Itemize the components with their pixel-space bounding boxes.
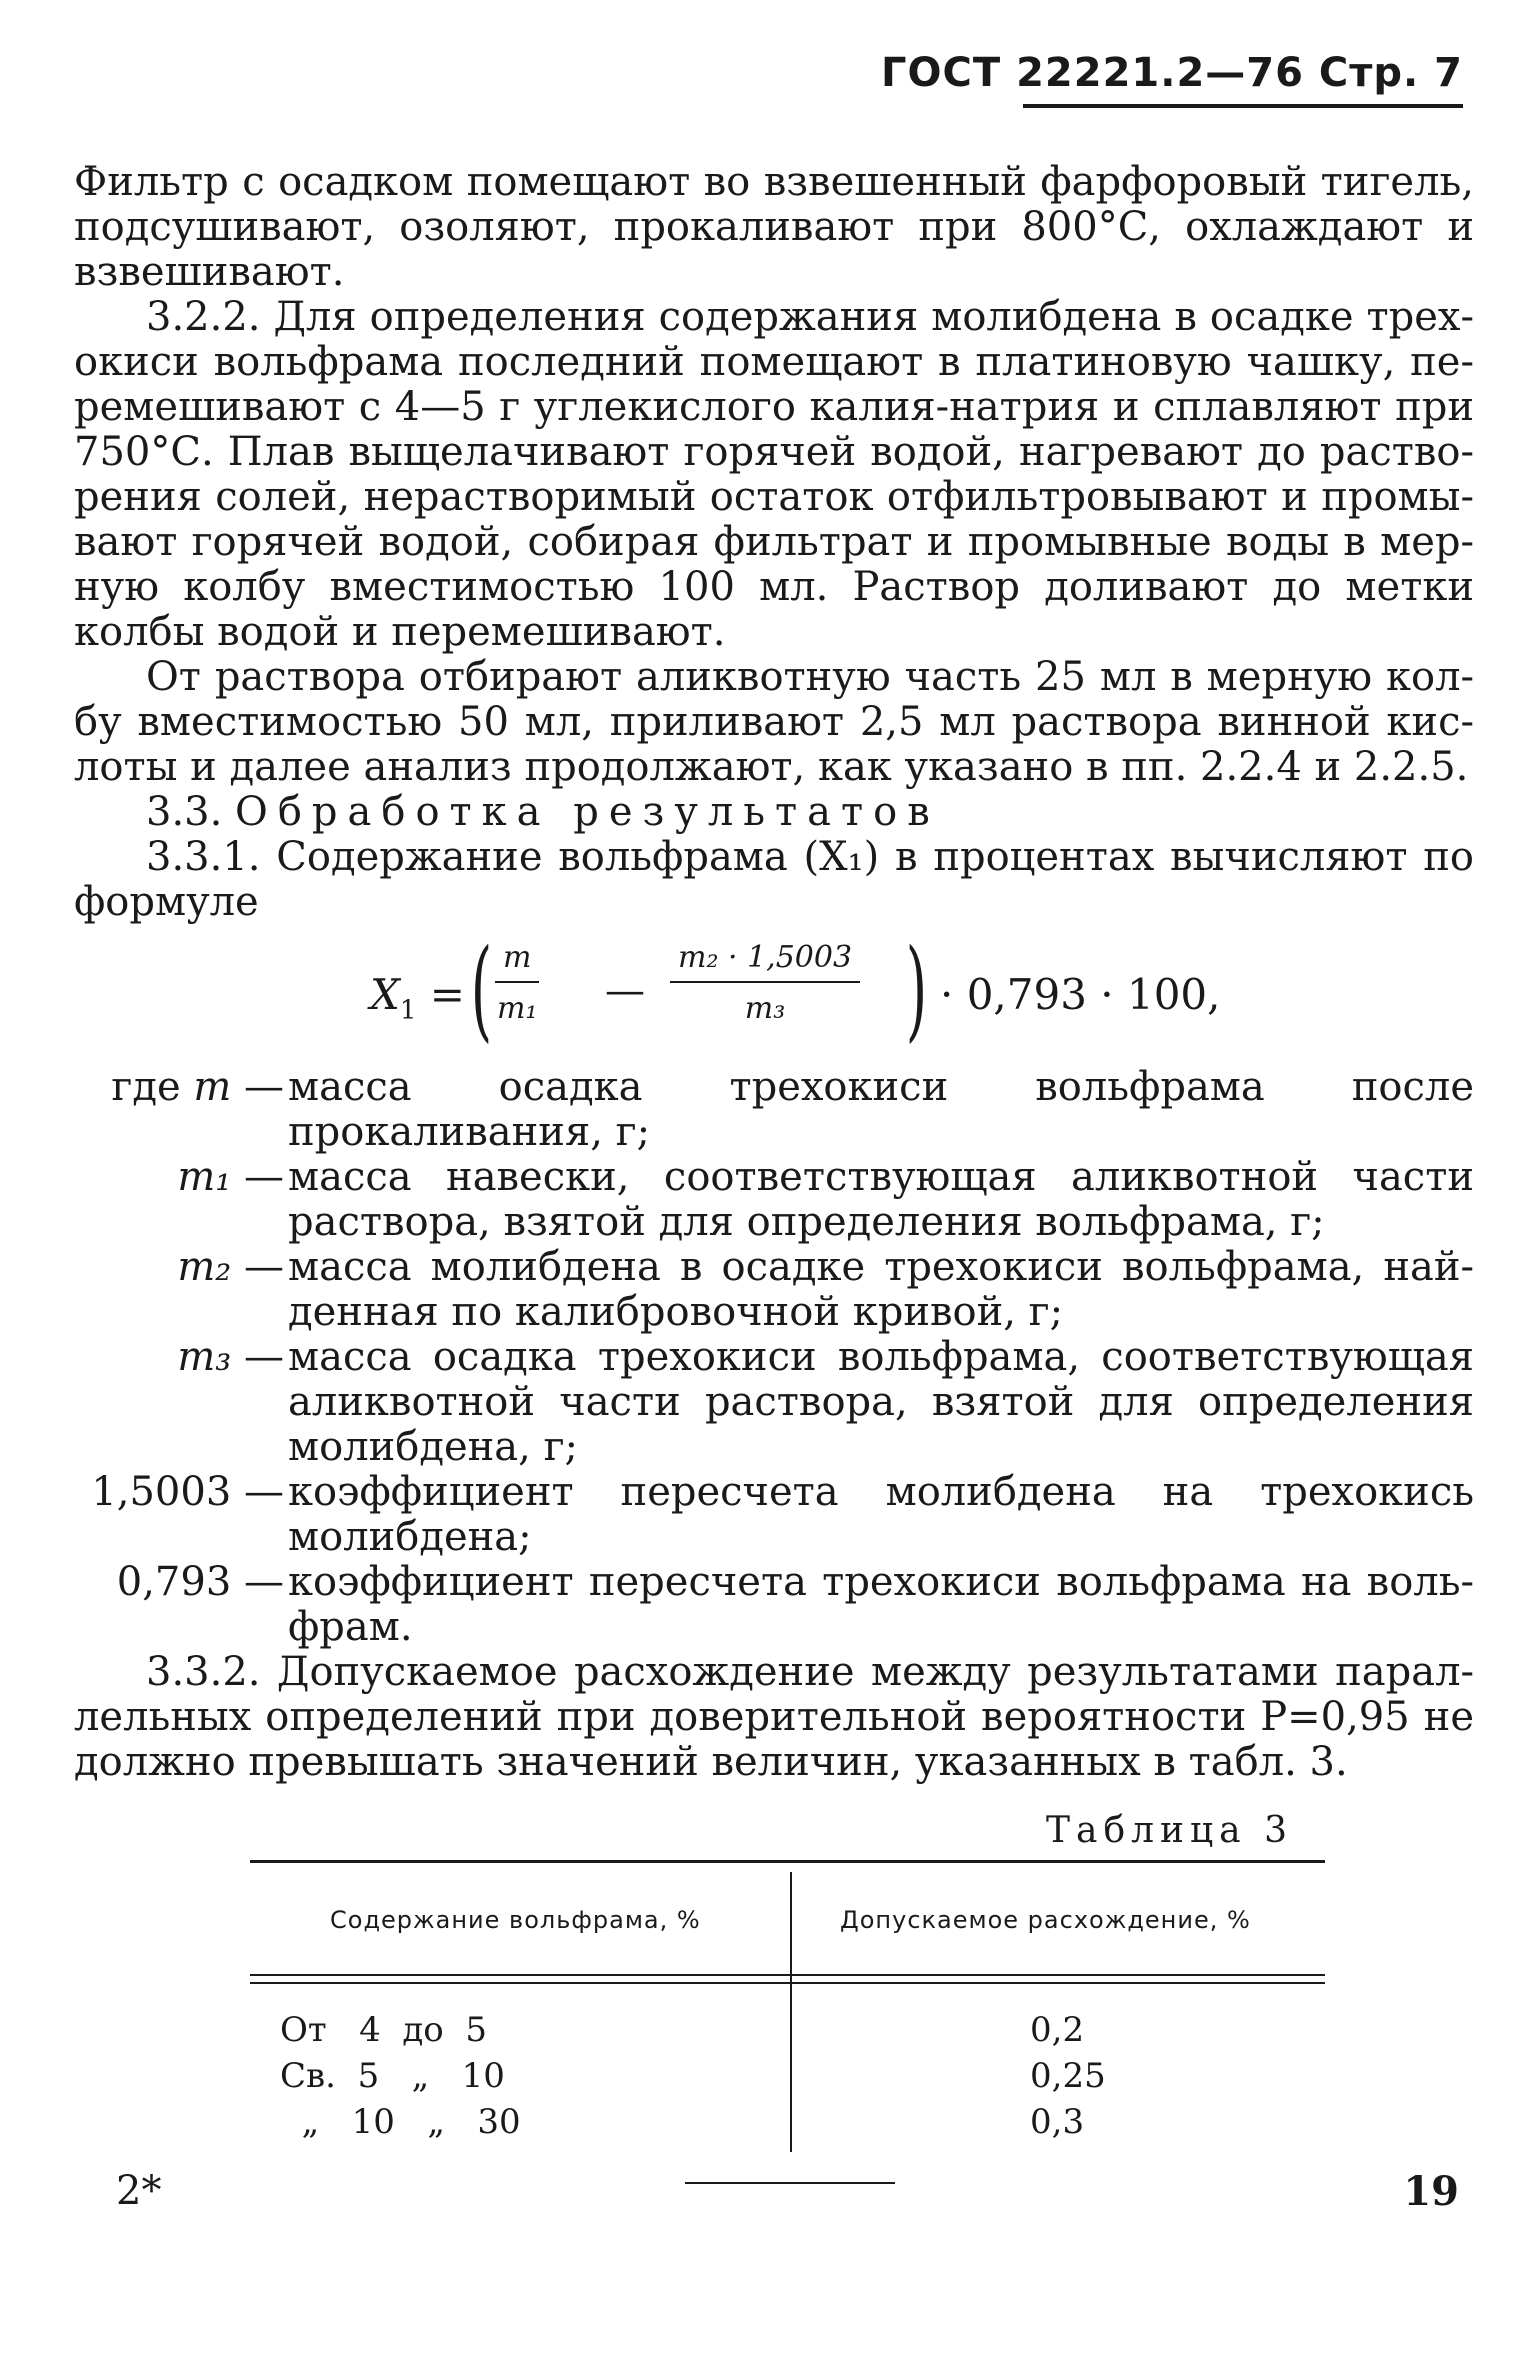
table-caption: Таблица 3 [1046,1810,1293,1851]
formula-left-paren: ( [470,925,493,1053]
fraction-1-numerator: m [495,940,539,983]
fraction-2-denominator: m₃ [744,991,786,1026]
table-header-rule [250,1982,1325,1984]
definition-lead: m₃ — [177,1334,284,1380]
paragraph-3-2-2: 3.2.2. Для определения содержания молибдена в осадке трехокиси вольфрама последний помещают в платиновую чашку, перемешивают с 4—5 г углекислого калия-натрия и сплавляют при 750°С. Плав выщелачивают горячей водой, нагревают до растворения солей, нерастворимый остаток отфильтровывают и промывают горячей водой, собирая фильтрат и промывные воды в мерную колбу вместимостью 100 мл. Раствор доливают до метки колбы водой и перемешивают. [74,294,1474,655]
definitions-list [74,1065,1474,1650]
fraction-1-denominator: m₁ [496,991,538,1026]
formula-lhs: $X_1$ = [370,970,465,1026]
table-column-divider [790,1872,792,2152]
definition-text: масса осадка трехокиси вольфрама после прокаливания, г; [288,1064,1474,1155]
header-rule [1023,104,1463,108]
definition-item [74,1335,1474,1470]
definition-item [74,1065,1474,1155]
definition-lead: m₂ — [177,1244,284,1290]
page-header: ГОСТ 22221.2—76 Стр. 7 [881,50,1463,96]
definition-text: коэффициент пересчета молибдена на трехокись молибдена; [288,1469,1474,1560]
table-cell-value: 0,2 [1030,2010,1085,2050]
definition-text: коэффициент пересчета трехокиси вольфрама на вольфрам. [288,1559,1474,1650]
definition-lead: 0,793 — [116,1559,284,1605]
formula-tail: · 0,793 · 100, [940,970,1221,1019]
table-cell-range: Св. 5 „ 10 [280,2056,505,2096]
section-title: Обработка результатов [235,789,940,835]
text-block-top [74,160,1474,925]
table-cell-value: 0,3 [1030,2102,1085,2142]
table-header-tolerance: Допускаемое расхождение, % [840,1906,1251,1934]
table-end-rule [685,2182,895,2184]
definition-lead: m₁ — [177,1154,284,1200]
definition-text: масса навески, соответствующая аликвотной части раствора, взятой для определения вольфрама, г; [288,1154,1474,1245]
table-cell-range: От 4 до 5 [280,2010,488,2050]
formula-fraction-1 [495,940,539,1026]
table-header-content: Содержание вольфрама, % [330,1906,701,1934]
fraction-2-numerator: m₂ · 1,5003 [670,940,860,983]
definition-lead: где m — [111,1064,284,1110]
formula-minus: — [605,968,645,1014]
definition-item [74,1245,1474,1335]
paragraph-3-3-2: 3.3.2. Допускаемое расхождение между результатами параллельных определений при доверительной вероятности P=0,95 не должно превышать значений величин, указанных в табл. 3. [74,1649,1474,1785]
table-top-rule [250,1860,1325,1863]
definition-text: масса осадка трехокиси вольфрама, соответствующая аликвотной части раствора, взятой для определения молибдена, г; [288,1334,1474,1470]
section-heading [74,790,1474,835]
table-header-rule [250,1974,1325,1976]
page-number: 19 [1403,2168,1459,2215]
paragraph-aliquot: От раствора отбирают аликвотную часть 25 мл в мерную колбу вместимостью 50 мл, приливают 2,5 мл раствора винной кислоты и далее анализ продолжают, как указано в пп. 2.2.4 и 2.2.5. [74,654,1474,790]
formula-right-paren: ) [905,925,928,1053]
definition-item [74,1155,1474,1245]
footer-signature-mark: 2* [116,2168,162,2214]
paragraph-3-3-1: 3.3.1. Содержание вольфрама (X₁) в процентах вычисляют по формуле [74,834,1474,925]
section-number: 3.3. [146,789,223,835]
formula-fraction-2 [670,940,860,1026]
table-cell-value: 0,25 [1030,2056,1106,2096]
definition-lead: 1,5003 — [91,1469,284,1515]
table-cell-range: „ 10 „ 30 [280,2102,521,2142]
paragraph-1: Фильтр с осадком помещают во взвешенный фарфоровый тигель, подсушивают, озоляют, прокаливают при 800°С, охлаждают и взвешивают. [74,159,1474,295]
definition-text: масса молибдена в осадке трехокиси вольфрама, найденная по калибровочной кривой, г; [288,1244,1474,1335]
definition-item [74,1470,1474,1560]
formula [370,925,1270,1060]
definition-item [74,1560,1474,1650]
